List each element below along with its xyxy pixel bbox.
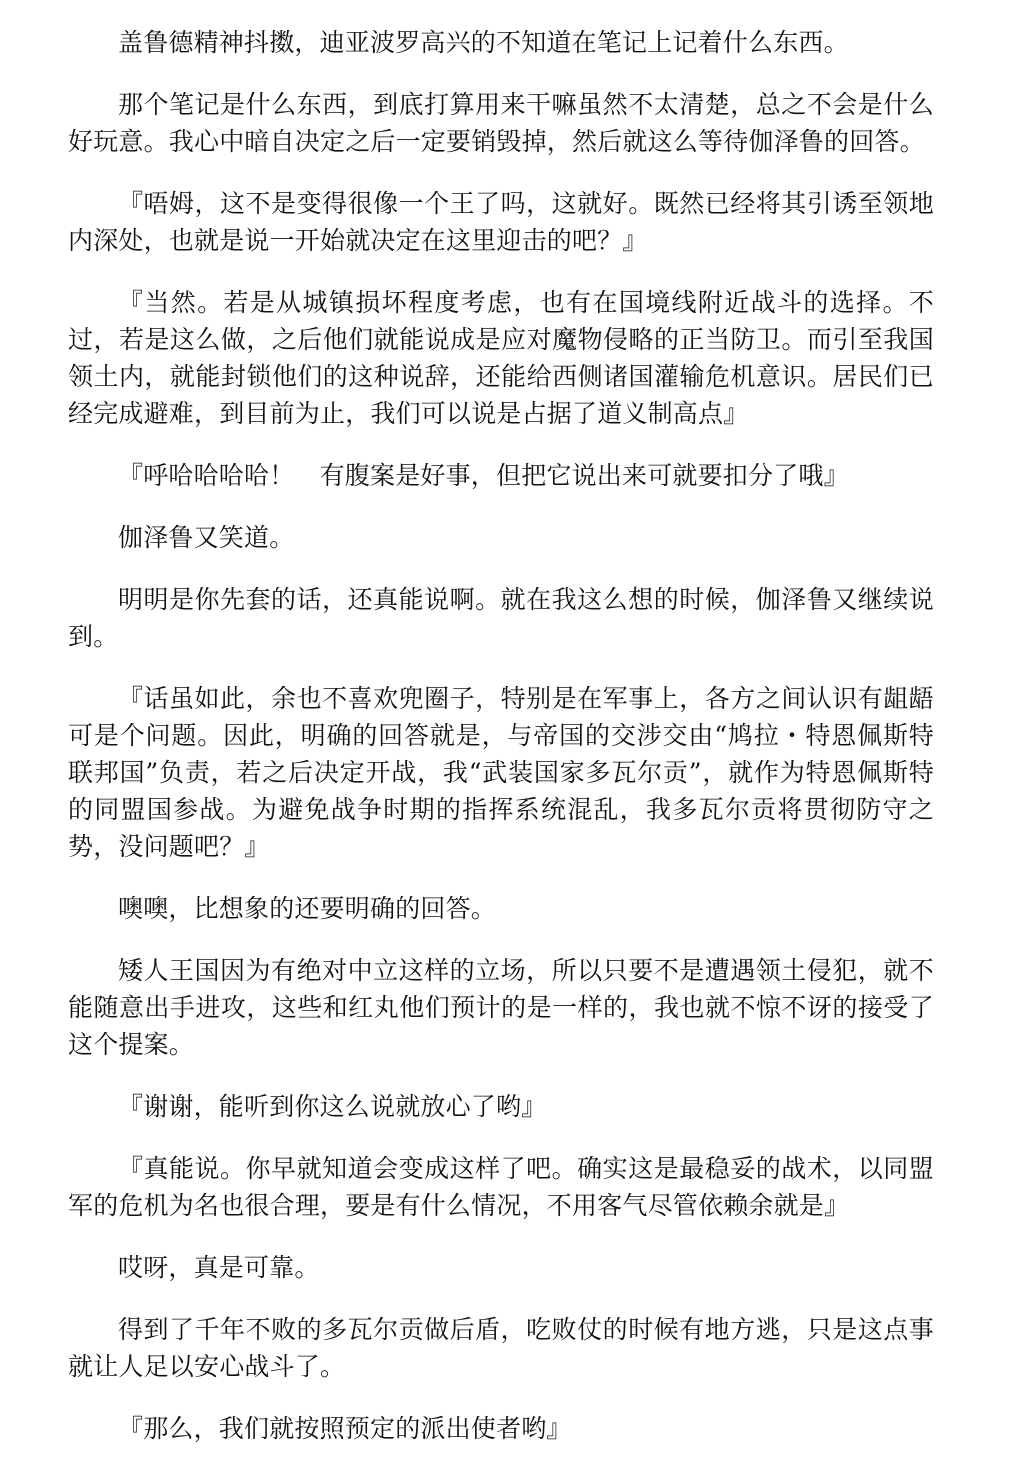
paragraph-15: 『那么，我们就按照预定的派出使者哟』 (118, 1414, 572, 1443)
paragraph-8: 『话虽如此，余也不喜欢兜圈子，特别是在军事上，各方之间认识有龃龉可是个问题。因此，明确的回答就是，与帝国的交涉交由“鸠拉・特恩佩斯特联邦国”负责，若之后决定开战，我“武装国家多瓦尔贡”，就作为特恩佩斯特的同盟国参战。为避免战争时期的指挥系统混乱，我多瓦尔贡将贯彻防守之势，没问题吧？』 (68, 684, 934, 861)
paragraph-1: 盖鲁德精神抖擞，迪亚波罗高兴的不知道在笔记上记着什么东西。 (118, 28, 849, 57)
paragraph-12: 『真能说。你早就知道会变成这样了吧。确实这是最稳妥的战术，以同盟军的危机为名也很合理，要是有什么情况，不用客气尽管依赖余就是』 (68, 1154, 934, 1220)
paragraph-2: 那个笔记是什么东西，到底打算用来干嘛虽然不太清楚，总之不会是什么好玩意。我心中暗自决定之后一定要销毁掉，然后就这么等待伽泽鲁的回答。 (68, 90, 934, 156)
paragraph-13: 哎呀，真是可靠。 (118, 1253, 320, 1282)
document-page (68, 24, 934, 1472)
paragraph-5: 『呼哈哈哈哈！ 有腹案是好事，但把它说出来可就要扣分了哦』 (118, 461, 849, 490)
paragraph-9: 噢噢，比想象的还要明确的回答。 (118, 894, 497, 923)
paragraph-7: 明明是你先套的话，还真能说啊。就在我这么想的时候，伽泽鲁又继续说到。 (68, 585, 934, 651)
paragraph-10: 矮人王国因为有绝对中立这样的立场，所以只要不是遭遇领土侵犯，就不能随意出手进攻，这些和红丸他们预计的是一样的，我也就不惊不讶的接受了这个提案。 (68, 956, 934, 1059)
paragraph-11: 『谢谢，能听到你这么说就放心了哟』 (118, 1092, 547, 1121)
paragraph-4: 『当然。若是从城镇损坏程度考虑，也有在国境线附近战斗的选择。不过，若是这么做，之后他们就能说成是应对魔物侵略的正当防卫。而引至我国领土内，就能封锁他们的这种说辞，还能给西侧诸国灌输危机意识。居民们已经完成避难，到目前为止，我们可以说是占据了道义制高点』 (68, 288, 934, 428)
paragraph-6: 伽泽鲁又笑道。 (118, 523, 295, 552)
paragraph-14: 得到了千年不败的多瓦尔贡做后盾，吃败仗的时候有地方逃，只是这点事就让人足以安心战斗了。 (68, 1315, 934, 1381)
paragraph-3: 『唔姆，这不是变得很像一个王了吗，这就好。既然已经将其引诱至领地内深处，也就是说一开始就决定在这里迎击的吧？』 (68, 189, 934, 255)
